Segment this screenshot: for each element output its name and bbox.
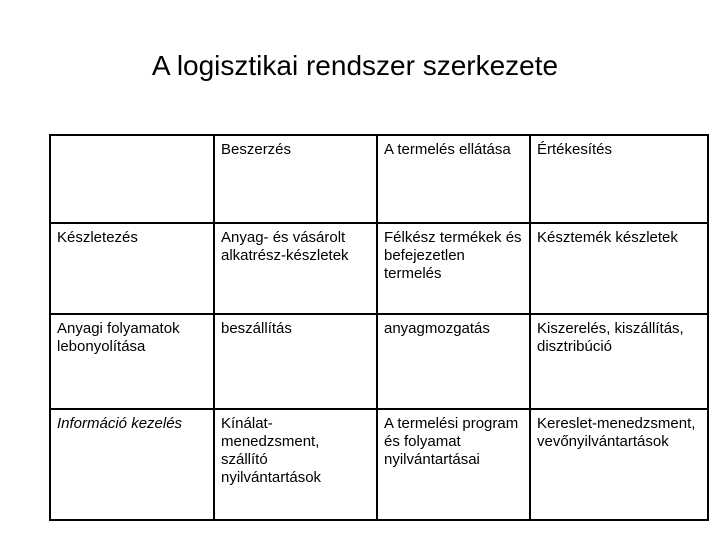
table-row xyxy=(50,314,708,409)
table-cell: beszállítás xyxy=(214,314,377,409)
table-cell: Kínálat-menedzsment, szállító nyilvántartások xyxy=(214,409,377,520)
column-header-beszerzes: Beszerzés xyxy=(214,135,377,223)
corner-cell xyxy=(50,135,214,223)
column-header-termeles: A termelés ellátása xyxy=(377,135,530,223)
row-label-keszletezes: Készletezés xyxy=(50,223,214,314)
table-cell: anyagmozgatás xyxy=(377,314,530,409)
table-cell: Félkész termékek és befejezetlen termelés xyxy=(377,223,530,314)
table-header-row xyxy=(50,135,708,223)
table-cell: Kiszerelés, kiszállítás, disztribúció xyxy=(530,314,708,409)
column-header-ertekesites: Értékesítés xyxy=(530,135,708,223)
table-row xyxy=(50,409,708,520)
slide-title: A logisztikai rendszer szerkezete xyxy=(151,50,559,81)
logistics-structure-table xyxy=(49,134,709,521)
table-cell: Késztemék készletek xyxy=(530,223,708,314)
row-label-anyagi-folyamatok: Anyagi folyamatok lebonyolítása xyxy=(50,314,214,409)
table-cell: Anyag- és vásárolt alkatrész-készletek xyxy=(214,223,377,314)
row-label-informacio-kezeles: Információ kezelés xyxy=(50,409,214,520)
table-cell: A termelési program és folyamat nyilvántartásai xyxy=(377,409,530,520)
table-row xyxy=(50,223,708,314)
table-cell: Kereslet-menedzsment, vevőnyilvántartások xyxy=(530,409,708,520)
